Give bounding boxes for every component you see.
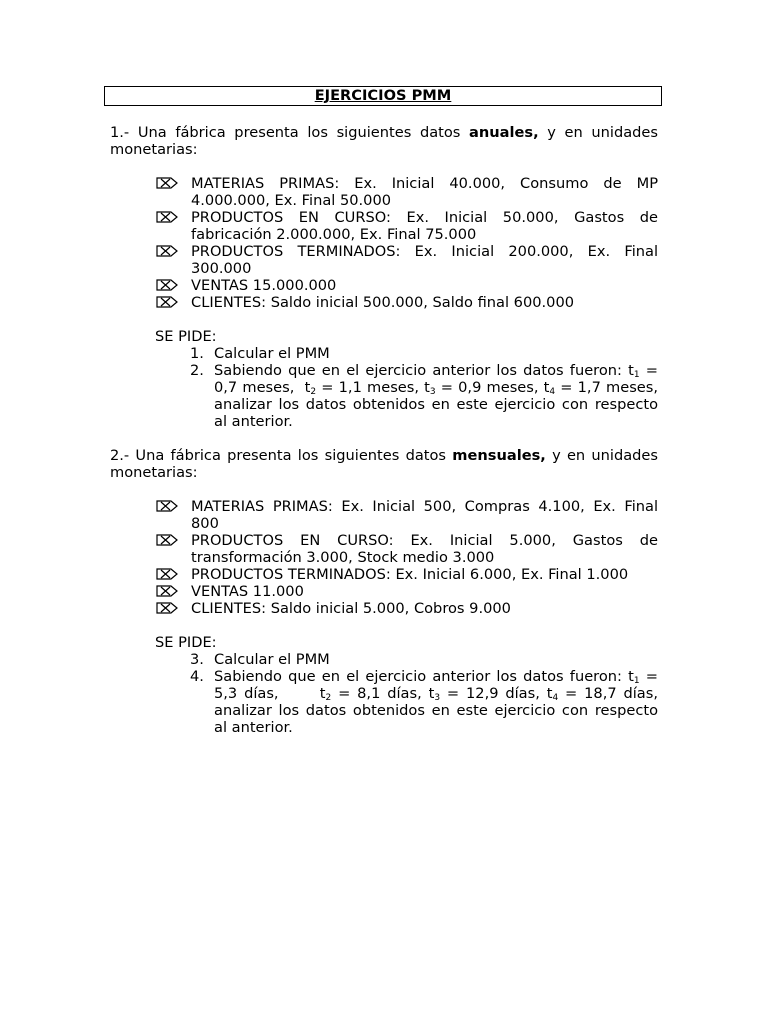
- x-box-arrow-icon: [156, 532, 191, 549]
- list-item: VENTAS 11.000: [156, 583, 658, 600]
- list-item: PRODUCTOS EN CURSO: Ex. Inicial 50.000, Gastos de fabricación 2.000.000, Ex. Final 75.000: [156, 209, 658, 243]
- x-box-arrow-icon: [156, 294, 191, 311]
- x-box-arrow-icon: [156, 498, 191, 515]
- title-box: [104, 86, 662, 106]
- list-item: CLIENTES: Saldo inicial 5.000, Cobros 9.000: [156, 600, 658, 617]
- x-box-arrow-icon: [156, 277, 191, 294]
- list-item: PRODUCTOS TERMINADOS: Ex. Inicial 200.000, Ex. Final 300.000: [156, 243, 658, 277]
- x-box-arrow-icon: [156, 209, 191, 226]
- question-item: 2. Sabiendo que en el ejercicio anterior los datos fueron: $t_1 = 0,7$ meses, $t_2 = 1,1$ meses, $t_3 = 0,9$ meses, $t_4 = 1,7$ meses, analizar los datos obtenidos en este ejercicio con respecto al anterior.: [190, 362, 663, 430]
- x-box-arrow-icon: [156, 583, 191, 600]
- x-box-arrow-icon: [156, 600, 191, 617]
- list-item: PRODUCTOS EN CURSO: Ex. Inicial 5.000, Gastos de transformación 3.000, Stock medio 3.000: [156, 532, 658, 566]
- x-box-arrow-icon: [156, 566, 191, 583]
- se-pide-label: SE PIDE:: [155, 328, 217, 345]
- exercise-1-intro: 1.- Una fábrica presenta los siguientes datos anuales, y en unidades monetarias:: [110, 124, 659, 158]
- x-box-arrow-icon: [156, 243, 191, 260]
- list-item: PRODUCTOS TERMINADOS: Ex. Inicial 6.000, Ex. Final 1.000: [156, 566, 658, 583]
- list-item: VENTAS 15.000.000: [156, 277, 658, 294]
- exercise-2-intro: 2.- Una fábrica presenta los siguientes datos mensuales, y en unidades monetarias:: [110, 447, 659, 481]
- x-box-arrow-icon: [156, 175, 191, 192]
- list-item: MATERIAS PRIMAS: Ex. Inicial 500, Compras 4.100, Ex. Final 800: [156, 498, 658, 532]
- page-title: EJERCICIOS PMM: [314, 87, 452, 104]
- question-item: 3. Calcular el PMM: [190, 651, 330, 668]
- list-item: CLIENTES: Saldo inicial 500.000, Saldo final 600.000: [156, 294, 658, 311]
- list-item: MATERIAS PRIMAS: Ex. Inicial 40.000, Consumo de MP 4.000.000, Ex. Final 50.000: [156, 175, 658, 209]
- se-pide-label: SE PIDE:: [155, 634, 217, 651]
- question-item: 1. Calcular el PMM: [190, 345, 330, 362]
- question-item: 4. Sabiendo que en el ejercicio anterior los datos fueron: $t_1 = 5,3$ días, $t_2 = 8,1$ días, $t_3 = 12,9$ días, $t_4 = 18,7$ días, analizar los datos obtenidos en este ejercicio con respecto al anterior.: [190, 668, 663, 736]
